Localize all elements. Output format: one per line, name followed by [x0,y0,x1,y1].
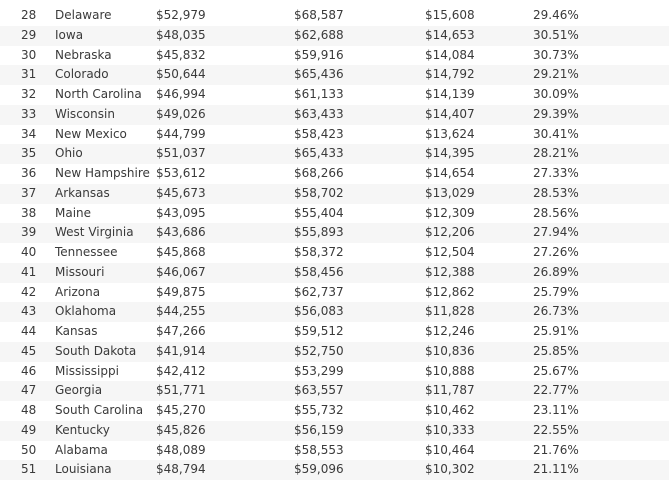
table-row [0,6,669,26]
value-cell-2: $52,750 [294,343,344,358]
percent-cell: 21.11% [533,462,579,477]
rank-cell: 35 [21,146,37,161]
difference-cell: $10,462 [425,403,475,417]
state-cell: Wisconsin [55,106,115,121]
difference-cell: $14,407 [425,106,475,121]
value-cell-1: $44,255 [156,304,206,319]
rank-cell: 43 [21,304,37,319]
difference-cell: $12,388 [425,264,475,279]
difference-cell: $14,792 [425,67,475,82]
table-row [0,105,669,125]
table-row [0,302,669,322]
table-row [0,362,669,382]
difference-cell: $11,828 [425,304,475,319]
value-cell-2: $68,266 [294,166,344,180]
difference-cell: $10,333 [425,422,475,437]
difference-cell: $14,653 [425,27,475,42]
difference-cell: $10,836 [425,343,475,358]
percent-cell: 27.26% [533,245,579,259]
table-row [0,381,669,401]
value-cell-1: $49,875 [156,284,206,299]
table-row [0,460,669,480]
value-cell-2: $62,737 [294,284,344,299]
percent-cell: 30.73% [533,47,579,62]
value-cell-2: $58,702 [294,185,344,200]
value-cell-1: $45,673 [156,185,206,200]
value-cell-2: $68,587 [294,8,344,22]
rank-cell: 30 [21,47,37,62]
value-cell-1: $50,644 [156,67,206,82]
difference-cell: $14,084 [425,47,475,62]
state-cell: Nebraska [55,47,112,62]
table-row [0,263,669,283]
difference-cell: $13,624 [425,126,475,141]
table-row [0,204,669,224]
table-row [0,401,669,421]
difference-cell: $14,395 [425,146,475,161]
difference-cell: $10,302 [425,462,475,477]
percent-cell: 25.91% [533,324,579,338]
percent-cell: 30.41% [533,126,579,141]
rank-cell: 45 [21,343,37,358]
value-cell-2: $56,083 [294,304,344,319]
difference-cell: $15,608 [425,8,475,22]
percent-cell: 26.73% [533,304,579,319]
percent-cell: 30.51% [533,27,579,42]
difference-cell: $12,206 [425,225,475,240]
difference-cell: $11,787 [425,383,475,398]
value-cell-1: $41,914 [156,343,206,358]
value-cell-1: $45,868 [156,245,206,259]
state-cell: North Carolina [55,87,142,101]
value-cell-2: $63,433 [294,106,344,121]
rank-cell: 31 [21,67,37,82]
state-cell: Delaware [55,8,112,22]
difference-cell: $10,888 [425,363,475,378]
difference-cell: $14,139 [425,87,475,101]
state-cell: Arkansas [55,185,110,200]
state-cell: Oklahoma [55,304,117,319]
value-cell-2: $53,299 [294,363,344,378]
value-cell-2: $58,372 [294,245,344,259]
table-row [0,342,669,362]
rank-cell: 33 [21,106,37,121]
value-cell-1: $43,686 [156,225,206,240]
rank-cell: 36 [21,166,37,180]
value-cell-1: $53,612 [156,166,206,180]
table-row [0,46,669,66]
state-cell: Kentucky [55,422,110,437]
difference-cell: $14,654 [425,166,475,180]
state-cell: Iowa [55,27,84,42]
percent-cell: 29.21% [533,67,579,82]
value-cell-2: $58,423 [294,126,344,141]
state-cell: Mississippi [55,363,119,378]
percent-cell: 22.77% [533,383,579,398]
value-cell-1: $46,067 [156,264,206,279]
value-cell-2: $65,436 [294,67,344,82]
value-cell-1: $48,035 [156,27,206,42]
state-cell: New Mexico [55,126,127,141]
percent-cell: 23.11% [533,403,579,417]
value-cell-2: $55,893 [294,225,344,240]
percent-cell: 30.09% [533,87,579,101]
state-cell: Ohio [55,146,83,161]
state-cell: Louisiana [55,462,112,477]
table-row [0,65,669,85]
rank-cell: 42 [21,284,37,299]
percent-cell: 28.56% [533,205,579,220]
table-row [0,283,669,303]
difference-cell: $12,246 [425,324,475,338]
rank-cell: 46 [21,363,37,378]
rank-cell: 49 [21,422,37,437]
value-cell-1: $51,771 [156,383,206,398]
percent-cell: 25.67% [533,363,579,378]
percent-cell: 21.76% [533,442,579,457]
state-cell: Maine [55,205,92,220]
difference-cell: $12,504 [425,245,475,259]
rank-cell: 29 [21,27,37,42]
percent-cell: 22.55% [533,422,579,437]
rank-cell: 40 [21,245,37,259]
value-cell-2: $58,456 [294,264,344,279]
state-cell: Kansas [55,324,98,338]
value-cell-1: $44,799 [156,126,206,141]
value-cell-1: $47,266 [156,324,206,338]
table-row [0,243,669,263]
table-row [0,184,669,204]
table-row [0,125,669,145]
difference-cell: $10,464 [425,442,475,457]
table-row [0,223,669,243]
value-cell-2: $65,433 [294,146,344,161]
rank-cell: 34 [21,126,37,141]
percent-cell: 28.53% [533,185,579,200]
rank-cell: 48 [21,403,37,417]
rank-cell: 41 [21,264,37,279]
percent-cell: 29.46% [533,8,579,22]
difference-cell: $12,309 [425,205,475,220]
state-cell: South Carolina [55,403,144,417]
state-cell: West Virginia [55,225,134,240]
value-cell-1: $49,026 [156,106,206,121]
state-cell: New Hampshire [55,166,150,180]
value-cell-1: $48,089 [156,442,206,457]
value-cell-1: $45,832 [156,47,206,62]
table-row [0,85,669,105]
difference-cell: $13,029 [425,185,475,200]
value-cell-2: $63,557 [294,383,344,398]
value-cell-2: $58,553 [294,442,344,457]
value-cell-2: $61,133 [294,87,344,101]
rank-cell: 28 [21,8,37,22]
state-cell: Georgia [55,383,103,398]
rank-cell: 44 [21,324,37,338]
table-row [0,164,669,184]
percent-cell: 27.94% [533,225,579,240]
table-row [0,441,669,461]
value-cell-2: $56,159 [294,422,344,437]
value-cell-1: $45,270 [156,403,206,417]
state-cell: Missouri [55,264,105,279]
rank-cell: 50 [21,442,37,457]
value-cell-1: $46,994 [156,87,206,101]
value-cell-2: $55,404 [294,205,344,220]
percent-cell: 29.39% [533,106,579,121]
rank-cell: 51 [21,462,37,477]
percent-cell: 25.85% [533,343,579,358]
rank-cell: 37 [21,185,37,200]
value-cell-2: $62,688 [294,27,344,42]
value-cell-1: $45,826 [156,422,206,437]
state-cell: Tennessee [55,245,118,259]
state-cell: Arizona [55,284,101,299]
value-cell-1: $42,412 [156,363,206,378]
percent-cell: 26.89% [533,264,579,279]
value-cell-2: $59,916 [294,47,344,62]
table-row [0,26,669,46]
rank-cell: 32 [21,87,37,101]
state-cell: Alabama [55,442,108,457]
value-cell-1: $51,037 [156,146,206,161]
value-cell-1: $48,794 [156,462,206,477]
percent-cell: 27.33% [533,166,579,180]
rank-cell: 47 [21,383,37,398]
state-cell: South Dakota [55,343,137,358]
rank-cell: 38 [21,205,37,220]
value-cell-2: $59,512 [294,324,344,338]
percent-cell: 25.79% [533,284,579,299]
difference-cell: $12,862 [425,284,475,299]
value-cell-2: $55,732 [294,403,344,417]
rank-cell: 39 [21,225,37,240]
percent-cell: 28.21% [533,146,579,161]
table-row [0,322,669,342]
table-row [0,421,669,441]
value-cell-1: $52,979 [156,8,206,22]
value-cell-2: $59,096 [294,462,344,477]
table-row [0,144,669,164]
state-cell: Colorado [55,67,109,82]
value-cell-1: $43,095 [156,205,206,220]
